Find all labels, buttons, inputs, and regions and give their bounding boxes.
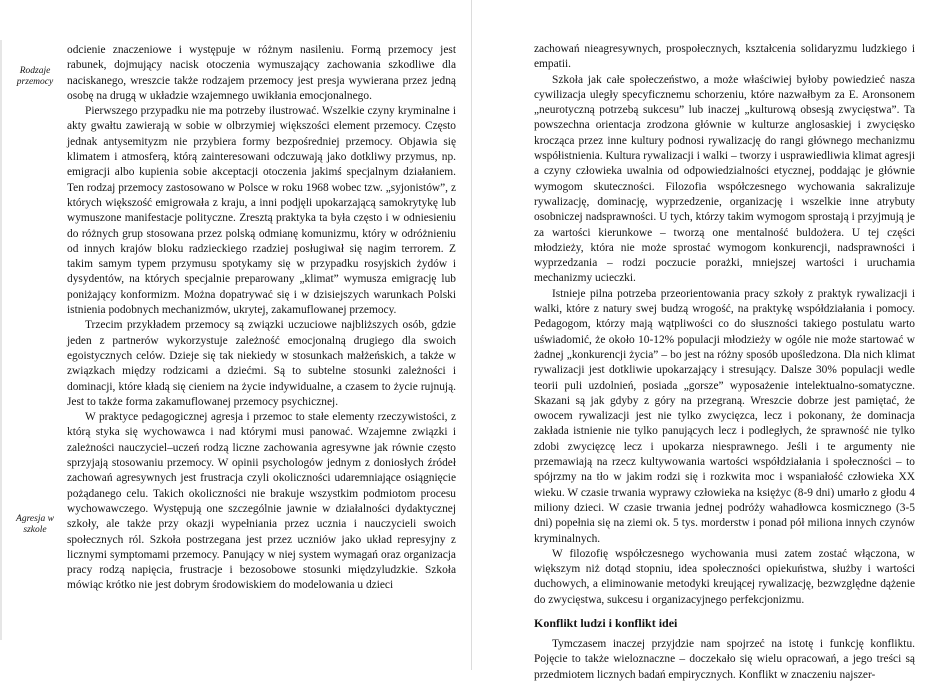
- paragraph: odcienie znaczeniowe i występuje w różnym nasileniu. Formą przemocy jest rabunek, dojmujący nacisk otoczenia wymuszający zachowania szkodliwe dla naciskanego, wreszcie także rodzajem przemocy jest presja wywierana przez jedną osobę na drugą w układzie wzajemnego uwikłania emocjonalnego.: [67, 44, 456, 102]
- paragraph: zachowań nieagresywnych, prospołecznych, kształcenia solidaryzmu ludzkiego i empatii.: [534, 43, 915, 71]
- paragraph: Pierwszego przypadku nie ma potrzeby ilustrować. Wszelkie czyny kryminalne i akty gwałtu zawierają w sobie w olbrzymiej większości element przemocy. Często jednak antysemityzm nie przybiera formy bezpośredniej przemocy. Objawia się klimatem i atmosferą, którą zainteresowani odczuwają jako dotkliwy przymus, np. emigracji albo kupienia sobie akceptacji otoczenia jakimś specjalnym działaniem. Ten rodzaj przemocy zastosowano w Polsce w roku 1968 wobec tzw. „syjonistów”, z których większość emigrowała z kraju, a inni podjęli upokarzającą samokrytykę lub wymuszone manifestacje polityczne. Zresztą praktyka ta była często i w odniesieniu do różnych grup stosowana przez polską odmianę komunizmu, który w odróżnieniu od innych krajów bloku radzieckiego rzadziej posługiwał się nagim terrorem. Z takim samym typem przymusu spotykamy się w przypadku rosyjskich żydów i dysydentów, na których specjalnie preparowany „klimat” wymusza emigrację lub poniżający konformizm. Można dopatrywać się i w dzisiejszych warunkach Polski istnienia podobnych mechanizmów, ukrytej, zakamuflowanej przemocy.: [67, 105, 456, 317]
- marginal-note-agresja-w-szkole: Agresja w szkole: [16, 514, 54, 535]
- right-text-column: [534, 42, 915, 683]
- left-page: [0, 0, 470, 670]
- paragraph: W filozofię współczesnego wychowania musi zatem zostać włączona, w większym niż dotąd stopniu, idea społeczności opiekuństwa, służby i wartości duchowych, a eliminowanie metodyki kreującej rywalizację, bezwzględne dążenie do zwycięstwa, sukcesu i organizacyjnego perfekcjonizmu.: [534, 547, 915, 606]
- right-page: [474, 0, 947, 681]
- section-heading: Konflikt ludzi i konflikt idei: [534, 615, 678, 630]
- marginal-note-rodzaje-przemocy: Rodzaje przemocy: [16, 66, 54, 87]
- paragraph: W praktyce pedagogicznej agresja i przemoc to stałe elementy rzeczywistości, z którą styka się wychowawca i nad którymi musi panować. Wzajemne związki i zależności nauczyciel–uczeń rodzą liczne zachowania agresywne jak równie często sprzyjają stosowaniu przemocy. W opinii psychologów jednym z doniosłych źródeł zachowań agresywnych jest frustracja czyli okoliczności udaremniające osiągnięcie pożądanego celu. Takich okoliczności nie brakuje wszystkim podmiotom procesu wychowawczego. Występują one szczególnie jawnie w działalności dydaktycznej szkoły, ale także przy okazji wypełniania przez ucznia i nauczycieli swoich społecznych ról. Szkoła postrzegana jest przez uczniów jako układ represyjny z licznymi symptomami przemocy. Panujący w niej system wymagań oraz organizacja pracy rodzą napięcia, frustracje i bezosobowe stosunki międzyludzkie. Szkoła mówiąc krótko nie jest dobrym środowiskiem do modelowania u dzieci: [67, 411, 456, 592]
- left-text-column: [67, 43, 456, 594]
- paragraph: Szkoła jak całe społeczeństwo, a może właściwiej byłoby powiedzieć nasza cywilizacja uległy specyficznemu schorzeniu, które nazwałbym za E. Aronsonem „neurotyczną potrzebą sukcesu” lub inaczej „kulturową obsesją zwycięstwa”. Ta powszechna orientacja zrodzona głównie w kulturze anglosaskiej i zwycięsko krocząca przez inne kultury podnosi rywalizację do rangi głównego mechanizmu współistnienia. Kultura rywalizacji i walki – tworzy i usprawiedliwia klimat agresji a czyny człowieka uwalnia od odpowiedzialności etycznej, poddając je głównie wymogom skuteczności. Filozofia współczesnego wychowania sakralizuje rywalizację, dominację, wyprzedzenie, organizację i wszelkie inne atrybuty osobniczej nadsprawności. U tych, którzy takim wymogom sprostają i przyjmują je za wartości kierunkowe – tworzą one mentalność buldożera. U tej części młodzieży, która nie może sprostać wymogom konkurencji, nadsprawności i wyprzedzania – rodzi poczucie porażki, mniejszej wartości i uruchamia mechanizmy ucieczki.: [534, 73, 915, 285]
- paragraph: Istnieje pilna potrzeba przeorientowania pracy szkoły z praktyk rywalizacji i walki, które z natury swej budzą wrogość, na praktykę współdziałania i pomocy. Pedagogom, którzy mają wątpliwości co do słuszności takiego postulatu warto uświadomić, że około 10-12% populacji młodzieży w ogóle nie może startować w żadnej „konkurencji życia” – bo jest na różny sposób upośledzona. Dla nich klimat rywalizacji jest dotkliwie upokarzający i stresujący. Dalsze 30% populacji wedle teorii puli uzdolnień, posiada „gorsze” wyposażenie intelektualno-somatyczne. Skazani są jak gdyby z góry na przegraną. Wreszcie dobrze jest pamiętać, że owocem rywalizacji jest nie tylko zwycięzca, lecz i pokonany, że dominacja zakłada istnienie nie tylko panujących lecz i podległych, że sprawność nie tylko zdobi zwycięzcę lecz i upokarza niesprawnego. Jeśli i te argumenty nie przemawiają na rzecz kultywowania wartości współdziałania i społeczności – to spójrzmy na tło w jakim rodzi się i rozkwita moc i wspaniałość człowieka XX wieku. W czasie trwania wyprawy człowieka na księżyc (8-9 dni) umarło z głodu 4 miliony dzieci. W czasie trwania jednej podróży wahadłowca kosmicznego (3-5 dni) popełnia się na ziemi ok. 5 tys. morderstw i ponad pół miliona innych czynów kryminalnych.: [534, 287, 915, 545]
- paragraph: Tymczasem inaczej przyjdzie nam spojrzeć na istotę i funkcję konfliktu. Pojęcie to także wieloznaczne – doczekało się wielu opracowań, a jego treści są przedmiotem licznych badań empirycznych. Konflikt w znaczeniu najszer-: [534, 637, 915, 681]
- paragraph: Trzecim przykładem przemocy są związki uczuciowe najbliższych osób, gdzie jeden z partnerów wykorzystuje zależność emocjonalną drugiego dla swoich egoistycznych celów. Dzieje się tak niekiedy w stosunkach małżeńskich, a także w związkach między rodzicami a dziećmi. Są to subtelne stosunki zależności i dominacji, które kładą się cieniem na życie indywidualne, a czasem to życie rujnują. Jest to także forma zakamuflowanej przemocy psychicznej.: [67, 319, 456, 408]
- book-spine: [471, 0, 472, 670]
